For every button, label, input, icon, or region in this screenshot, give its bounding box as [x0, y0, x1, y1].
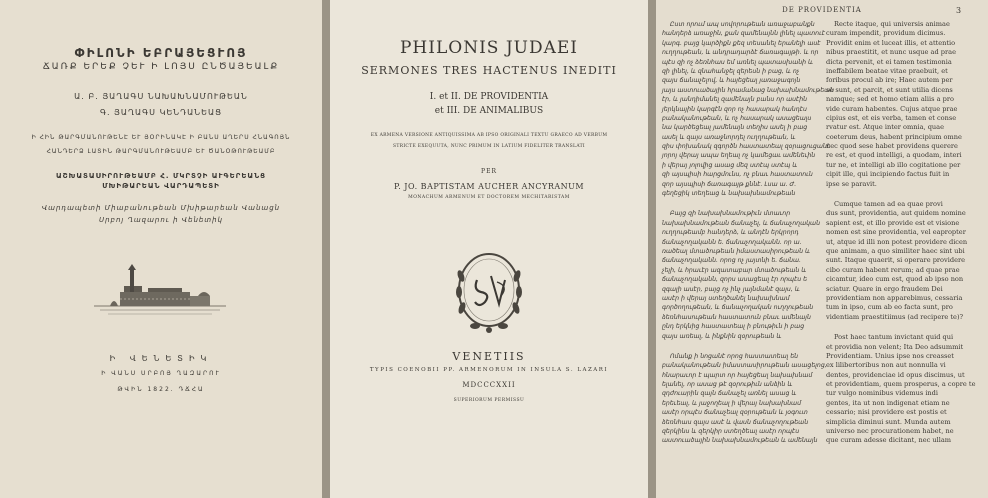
wreath-monogram-emblem-icon [447, 246, 531, 338]
text-line: ut, atque id illi non potest providere dicen [826, 237, 968, 246]
text-line: յերկնային կարգէն զոր ոչ հասարակ հանդէս [662, 105, 807, 113]
imprint-year: MDCCCXXII [462, 381, 516, 389]
text-line: sapient est, et illo provide est et visione [826, 218, 960, 227]
latin-subtitle-line-2: STRICTE EXEQUUTA, NUNC PRIMUM IN LATIUM FIDELITER TRANSLATI [392, 144, 586, 149]
text-line: videntiam praestitiimus (ad recipere te)? [826, 312, 964, 321]
text-line: cipius est, et eis verba, tamen et conse [826, 113, 957, 122]
text-line: գեղեցիկ տեղեաց և նախախնամութեան [662, 190, 796, 198]
text-line: Ըստ որում ապ սովորութեան առաջաբանքն [670, 21, 815, 28]
text-line: re est, et quod intelligi, a quodam, interi [826, 151, 962, 160]
text-line: que animam, a quo similiter haec sint ubi [826, 246, 965, 255]
latin-title-part-1: I. et II. DE PROVIDENTIA [429, 92, 549, 102]
text-line [826, 322, 976, 333]
text-line: Recte itaque, qui universis animae [834, 20, 950, 28]
text-line: dus sunt, providentia, aut quidem nomine [826, 209, 966, 218]
latin-subtitle-line-1: EX ARMENA VERSIONE ANTIQUISSIMA AB IPSO ORIGINALI TEXTU GRAECO AD VERBUM [370, 133, 608, 138]
text-line: gentes, ita ut non indigenat etiam ne [826, 398, 950, 407]
text-line: providentiam non apparebimus, cessaria [826, 293, 963, 302]
armenian-imprint-city: Ի ՎԵՆԵՏԻԿ [109, 354, 213, 363]
text-line: sunt. Itaque quaerit, si operare providere [826, 256, 966, 265]
text-line: curam impendit, providum dicimus. [826, 29, 946, 38]
text-line [662, 341, 812, 352]
text-line: հանդերձ առաջին, քան զամենայնն լինել պատուէ [662, 30, 825, 38]
armenian-title-line-6: ՀԱՆԴԵՐՁ ԼԱՏԻՆ ԹԱՐԳՄԱՆՈՒԹԵԱՄԲ ԵՒ ԾԱՆՕԹՈՒԹԵԱՄԲ [46, 148, 276, 155]
text-line: բանականութեան իմաստասիրութեան ասացելոց, [662, 362, 827, 370]
text-line: զերկինս և զերկիր ստեղծեալ ասէր որպէս [662, 428, 800, 436]
latin-title-main: PHILONIS JUDAEI [399, 38, 579, 58]
text-line: ելանել, որ ասաց թէ զօրութիւն անձին և [662, 381, 793, 389]
running-head: DE PROVIDENTIA [782, 6, 862, 14]
text-line: nibus praestitit, et nunc usque ad prae [826, 48, 956, 57]
text-line [662, 198, 812, 209]
text-line: զի լինել, և զնահանջել զերեսն ի բաց, և ոչ [662, 67, 800, 75]
text-line: զիս փոխանակ զգործն հաստատեալ զօրացուցանէ [662, 143, 830, 151]
armenian-title-line-2: ՃԱՌՔ ԵՐԵՔ ՉԵՒ Ի ԼՈՅՍ ԸՆԾԱՅԵԱԼՔ [42, 62, 280, 72]
text-line: cibo curam habent rerum; ad quae prae [826, 265, 960, 274]
latin-title-sub: SERMONES TRES HACTENUS INEDITI [361, 64, 617, 77]
author-affiliation: MONACHUM ARMENUM ET DOCTOREM MECHITARISTAM [408, 195, 570, 200]
text-line: ուղղութեան, և անդրադարձէ ճառագայթի. և որ [662, 49, 819, 57]
text-line: զգալի ասէր, բայց ոչ ինչ յայնմանէ զայս, և [662, 285, 800, 293]
text-line: ասէր որպէս ճանաչեալ զօրութեան և յօգուտ [662, 409, 808, 417]
text-line: dentes, providenciae id opus discimus, ut [826, 370, 965, 379]
text-line: que curam adesse dicitant, nec ullam [826, 436, 952, 445]
text-line: նա կարծեցեալ յամենայն տեղիս ասել ի բաց [662, 124, 808, 132]
text-line: nec quod sese habet providens querere [826, 142, 958, 151]
imprint-note: SUPERIORUM PERMISSU [453, 398, 525, 403]
text-line: Post haec tantum invictant quid qui [834, 333, 954, 342]
text-line [826, 189, 976, 200]
monastery-engraving-icon [90, 262, 230, 320]
text-line: tur vulgo nominibus videmus indi [826, 389, 939, 398]
text-line: ճանաչողականն ե. ճանաչողականն. որ ա. [662, 238, 802, 246]
text-line: նախախնամութեան ճանաչել, և ճանաչողական [662, 219, 820, 227]
armenian-dedication-line-2: Սրբոյ Ղազարու ի Վենետիկ [98, 216, 224, 224]
bilingual-text-page [656, 0, 988, 498]
text-line: ex lilibertoribus non aut nonnulla vi [826, 361, 946, 370]
text-line: կարգ. բայց կարծիքն քեզ տեսանել երանելի ասէ [662, 39, 821, 47]
text-line: cicamtur, ideo cum est, quod ab ipso non [826, 275, 964, 284]
text-line: dicta pervenit, et ei tamen testimonia [826, 57, 952, 66]
armenian-title-line-1: ՓԻԼՈՆԻ ԵԲՐԱՅԵՑՒՈՅ [74, 46, 248, 60]
text-line: ռածեալ մտածութեան իմաստասիրութեան և [662, 247, 810, 255]
text-line: ineffabilem beatae vitae praebuit, et [826, 66, 948, 75]
text-line: ձեռնհաս զայս ասէ և վասն ճանաչողութեան [662, 418, 809, 426]
armenian-title-line-4: Գ. ՅԱՂԱԳՍ ԿԵՆԴԱՆԵԱՑ [99, 108, 223, 117]
text-line: զայս առեալ, և ինքնին զօրութեան և [662, 332, 782, 340]
text-line: foribus procul ab ire; Haec autem per [826, 76, 953, 85]
text-line: ասէր ի վերայ ստեղծանել նախախնամ [662, 294, 790, 302]
armenian-text-column [662, 20, 835, 446]
text-line: գործողութեան, և ճանաչողական ուղղութեան [662, 304, 814, 312]
text-line: Ոմանք ի նոցանէ որոց հաստատեալ են [670, 352, 799, 360]
imprint-press: TYPIS COENOBII PP. ARMENORUM IN INSULA S. LAZARI [369, 367, 609, 373]
text-line: Providentiam. Unius ipse nos creasset [826, 351, 954, 360]
text-line: vide curam habentes. Cujus atque prae [826, 104, 958, 113]
text-line: զի այսպիսի հարցմունս, ոչ բնաւ հաստատուն [662, 171, 813, 179]
armenian-title-page [0, 0, 322, 498]
latin-title-part-2: et III. DE ANIMALIBUS [434, 106, 544, 116]
text-line: ճանաչողականն, զորս ասացեալ էր որպէս ե [662, 276, 808, 284]
text-line: nomen est sine providentia, vel eapropter [826, 228, 966, 237]
text-line: sciatur. Quare in ergo fraudem Dei [826, 284, 943, 293]
latin-text-column [826, 20, 976, 446]
page-number: 3 [956, 6, 962, 15]
text-line: cessario; nisi providere est postis et [826, 408, 947, 417]
armenian-imprint-press: Ի ՎԱՆՍ ՍՐԲՈՅ ՂԱԶԱՐՈՒ [101, 370, 221, 377]
text-line: էր, և յանդիմանել զամենայն բանս որ ասէին [662, 96, 808, 104]
armenian-imprint-year: ԹՎԻՆ 1822. ԴՃՀԱ [117, 386, 205, 393]
armenian-author-line-2: ՄԽԻԹԱՐԵԱՆ ՎԱՐԴԱՊԵՏԻ [102, 182, 220, 190]
armenian-dedication-line-1: Վարդապետի Միաբանութեան Մխիթարեան Վանացն [41, 204, 281, 212]
book-gutter-left [322, 0, 330, 498]
latin-title-page [330, 0, 648, 498]
armenian-title-line-5: Ի ՀԻՆ ԹԱՐԳՄԱՆՈՒԹԵՆԷ ԵՒ ՅՕՐԻՆԱԿԷ Ի ԲԱՆՍ ԱՂԵՐՍ ՀՆԱԳՈՅՆ [31, 134, 291, 141]
text-line: Cumque tamen ad ea quae provi [834, 200, 943, 209]
text-line: et providia non velent; Ita Deo adsummit [826, 342, 964, 351]
text-line: Բայց զի նախախնամութիւն մտաւոր [670, 210, 791, 218]
text-line: ipse se paravit. [826, 179, 877, 188]
text-line: յայս աստուածային հրամանաց նախախնամութեան [662, 86, 835, 94]
author-name: P. JO. BAPTISTAM AUCHER ANCYRANUM [393, 182, 585, 191]
text-line: se sunt, et parcit, et sunt utilia dicens [826, 85, 953, 94]
text-line: հնարաւոր է պարտ որ հայեցեալ նախախնամ [662, 371, 813, 379]
text-line: Providit enim et luceat illis, et attentio [826, 38, 956, 47]
text-line: ընդ երկնից հաստատեալ ի բնութիւն ի բաց [662, 323, 805, 331]
text-line: universo nec procurationem habet, ne [826, 427, 954, 436]
text-line: յորոյ վերայ ապա եղեալ ոչ կամեցաւ ամենեւին [662, 152, 816, 160]
text-line: ասել և զայս առաջնորդել ուղղութեան, և [662, 133, 796, 141]
text-line: երեւեալ, և յաջողեալ ի վերայ նախախնամ [662, 399, 801, 407]
text-line: rvatur est. Atque inter omnia, quae [826, 123, 944, 132]
text-line: tum in ipso, cum ab eo facta sunt, pro [826, 303, 953, 312]
text-line: բանականութեան, և ոչ հասարակ ասացեալս [662, 114, 812, 122]
text-line: namque; sed et homo etiam aliis a pro [826, 95, 954, 104]
text-line: coeterum deus, habent principium omne [826, 132, 962, 141]
text-line: ի վերայ յոլովից ասաց մեզ ստէպ ստէպ և [662, 161, 798, 169]
armenian-author-line-1: ԱՇԽԱՏԱՍԻՐՈՒԹԵԱՄԲ Հ. ՄԿՐՏՉԻ ԱՒԳԵՐԵԱՆՑ [55, 172, 267, 180]
armenian-title-line-3: Ա. Բ. ՅԱՂԱԳՍ ՆԱԽԱԽՆԱՄՈՒԹԵԱՆ [74, 92, 248, 101]
text-line: զայս ճանաչելով, և հայեցեալ յառաջագոյն [662, 77, 801, 85]
text-line: աստուածային նախախնամութեան և ամենայն [662, 437, 818, 445]
text-line: զդժուարին զայն ճանաչել առնել ասաց և [662, 390, 797, 398]
text-line: ճանաչողականն. որոց ոչ յայտնի ե. ճանա. [662, 257, 802, 265]
text-line: ուղղութեամբ հանդերձ, և անդէն երկրորդ [662, 229, 799, 237]
text-line: զոր այսպիսի ճառագայթ քննէ. Լսա ա. Ժ. [662, 180, 797, 188]
text-line: cipit ille, qui incipiendo factus fuit in [826, 170, 950, 179]
imprint-city: VENETIIS [452, 350, 526, 363]
author-prefix: PER [481, 168, 497, 175]
text-line: պէս զի ոչ ձեռնհաս եմ առնել պատասխանի և [662, 58, 814, 66]
text-line: simplicia diminui sunt. Munda autem [826, 417, 951, 426]
text-line: ձեռնհասութեան հաստատուն բնաւ ամենայն [662, 313, 811, 321]
text-line: չելի, և հրաւէր ազատաբար մտածութեան և [662, 266, 807, 274]
book-gutter-right [648, 0, 656, 498]
text-line: et providentiam, quem prosperus, a copre te [826, 380, 976, 389]
text-line: tur ne, et intelligi ab illo cogitatione per [826, 160, 961, 169]
